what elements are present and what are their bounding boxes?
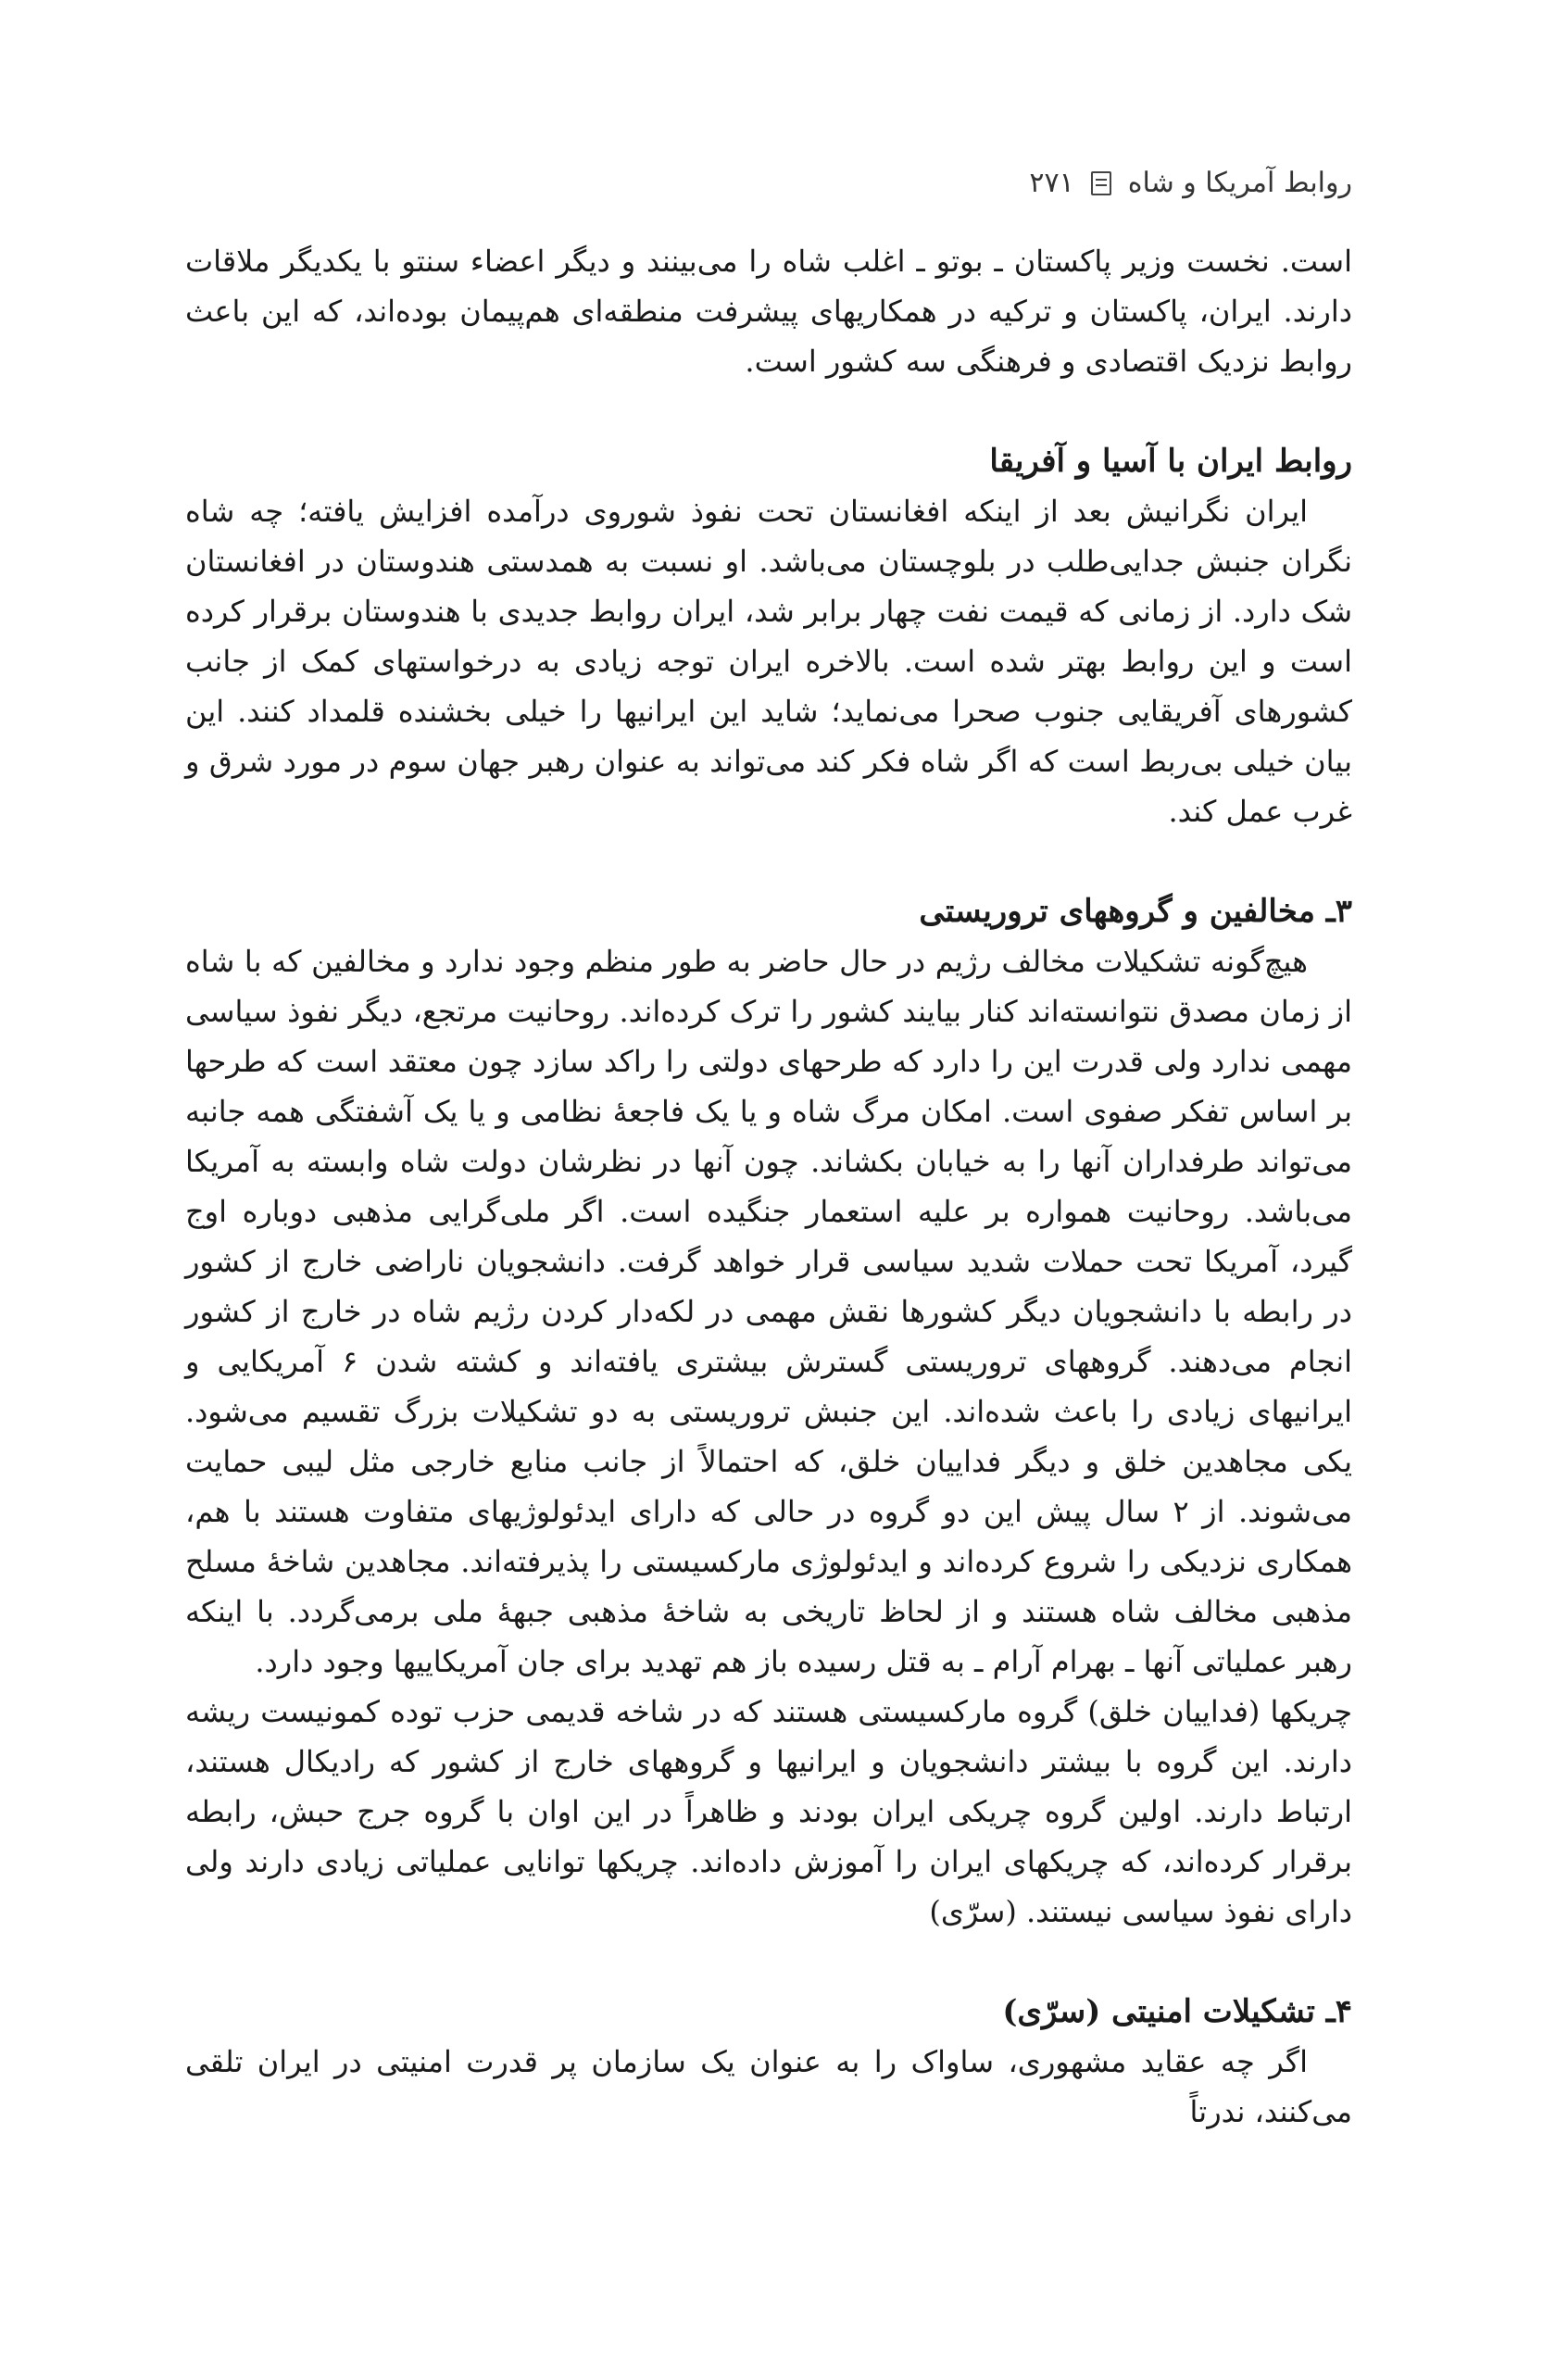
book-icon [1091, 171, 1111, 195]
opposition-paragraph-2: چریکها (فداییان خلق) گروه مارکسیستی هستند که در شاخه قدیمی حزب توده کمونیست ریشه دارند. این گروه با بیشتر دانشجویان و ایرانیها و گروههای خارج از کشور که رادیکال هستند، ارتباط دارند. اولین گروه چریکی ایران بودند و ظاهراً در این اوان با گروه جرج حبش، رابطه برقرار کرده‌اند، که چریکهای ایران را آموزش داده‌اند. چریکها توانایی عملیاتی زیادی دارند ولی دارای نفوذ سیاسی نیستند. (سرّی) [185, 1694, 1353, 1929]
section-heading-asia-africa: روابط ایران با آسیا و آفریقا [989, 443, 1352, 480]
page-number: ۲۷۱ [1029, 167, 1074, 199]
intro-paragraph: است. نخست وزیر پاکستان ـ بوتو ـ اغلب شاه را می‌بینند و دیگر اعضاء سنتو با یکدیگر ملاقات دارند. ایران، پاکستان و ترکیه در همکاریهای پیشرفت منطقه‌ای هم‌پیمان بوده‌اند، که این باعث روابط نزدیک اقتصادی و فرهنگی سه کشور است. [185, 244, 1352, 379]
security-paragraph: اگر چه عقاید مشهوری، ساواک را به عنوان یک سازمان پر قدرت امنیتی در ایران تلقی می‌کنند، ندرتاً [185, 2044, 1352, 2129]
running-head [185, 167, 1352, 199]
section-heading-opposition: ۳ـ مخالفین و گروههای تروریستی [919, 893, 1352, 930]
asia-africa-paragraph: ایران نگرانیش بعد از اینکه افغانستان تحت نفوذ شوروی درآمده افزایش یافته؛ چه شاه نگران جنبش جدایی‌طلب در بلوچستان می‌باشد. او نسبت به همدستی هندوستان در افغانستان شک دارد. از زمانی که قیمت نفت چهار برابر شد، ایران روابط جدیدی با هندوستان برقرار کرده است و این روابط بهتر شده است. بالاخره ایران توجه زیادی به درخواستهای کمک از جانب کشورهای آفریقایی جنوب صحرا می‌نماید؛ شاید این ایرانیها را خیلی بخشنده قلمداد کنند. این بیان خیلی بی‌ربط است که اگر شاه فکر کند می‌تواند به عنوان رهبر جهان سوم در مورد شرق و غرب عمل کند. [185, 494, 1352, 829]
opposition-paragraph-1: هیچ‌گونه تشکیلات مخالف رژیم در حال حاضر به طور منظم وجود ندارد و مخالفین که با شاه از زمان مصدق نتوانسته‌اند کنار بیایند کشور را ترک کرده‌اند. روحانیت مرتجع، دیگر نفوذ سیاسی مهمی ندارد ولی قدرت این را دارد که طرحهای دولتی را راکد سازد چون معتقد است که طرحها بر اساس تفکر صفوی است. امکان مرگ شاه و یا یک فاجعهٔ نظامی و یا یک آشفتگی همه جانبه می‌تواند طرفداران آنها را به خیابان بکشاند. چون آنها در نظرشان دولت شاه وابسته به آمریکا می‌باشد. روحانیت همواره بر علیه استعمار جنگیده است. اگر ملی‌گرایی مذهبی دوباره اوج گیرد، آمریکا تحت حملات شدید سیاسی قرار خواهد گرفت. دانشجویان ناراضی خارج از کشور در رابطه با دانشجویان دیگر کشورها نقش مهمی در لکه‌دار کردن رژیم شاه در خارج از کشور انجام می‌دهند. گروههای تروریستی گسترش بیشتری یافته‌اند و کشته شدن ۶ آمریکایی و ایرانیهای زیادی را باعث شده‌اند. این جنبش تروریستی به دو تشکیلات بزرگ تقسیم می‌شود. یکی مجاهدین خلق و دیگر فداییان خلق، که احتمالاً از جانب منابع خارجی مثل لیبی حمایت می‌شوند. از ۲ سال پیش این دو گروه در حالی که دارای ایدئولوژیهای متفاوت هستند با هم، همکاری نزدیکی را شروع کرده‌اند و ایدئولوژی مارکسیستی را پذیرفته‌اند. مجاهدین شاخهٔ مسلح مذهبی مخالف شاه هستند و از لحاظ تاریخی به شاخهٔ مذهبی جبههٔ ملی برمی‌گردد. با اینکه رهبر عملیاتی آنها ـ بهرام آرام ـ به قتل رسیده باز هم تهدید برای جان آمریکاییها وجود دارد. [185, 944, 1353, 1679]
running-head-title: روابط آمریکا و شاه [1127, 167, 1352, 199]
document-page [185, 167, 1352, 2137]
section-heading-security: ۴ـ تشکیلات امنیتی (سرّی) [1002, 1993, 1352, 2030]
